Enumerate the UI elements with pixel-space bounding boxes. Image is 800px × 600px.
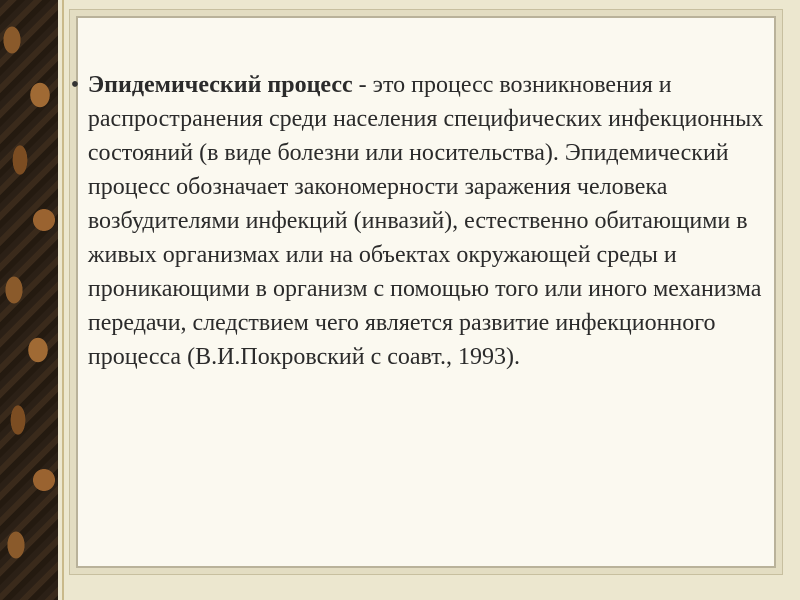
decorative-texture-strip: [0, 0, 58, 600]
decorative-divider: [62, 0, 64, 600]
term-heading: Эпидемический процесс: [87, 72, 353, 98]
definition-text: - это процесс возникновения и распространения среди населения специфических инфекционных состояний (в виде болезни или носительства). Эпидемический процесс обозначает закономерности заражения человека возбудителями инфекций (инвазий), естественно обитающими в живых организмах или на объектах окружающей среды и проникающими в организм с помощью того или иного механизма передачи, следствием чего является развитие инфекционного процесса (В.И.Покровский с соавт., 1993).: [87, 72, 764, 370]
slide-content-panel: [70, 16, 776, 568]
bullet-icon: •: [70, 72, 80, 98]
slide-paragraph: [88, 68, 774, 374]
bullet-item: [70, 68, 774, 374]
